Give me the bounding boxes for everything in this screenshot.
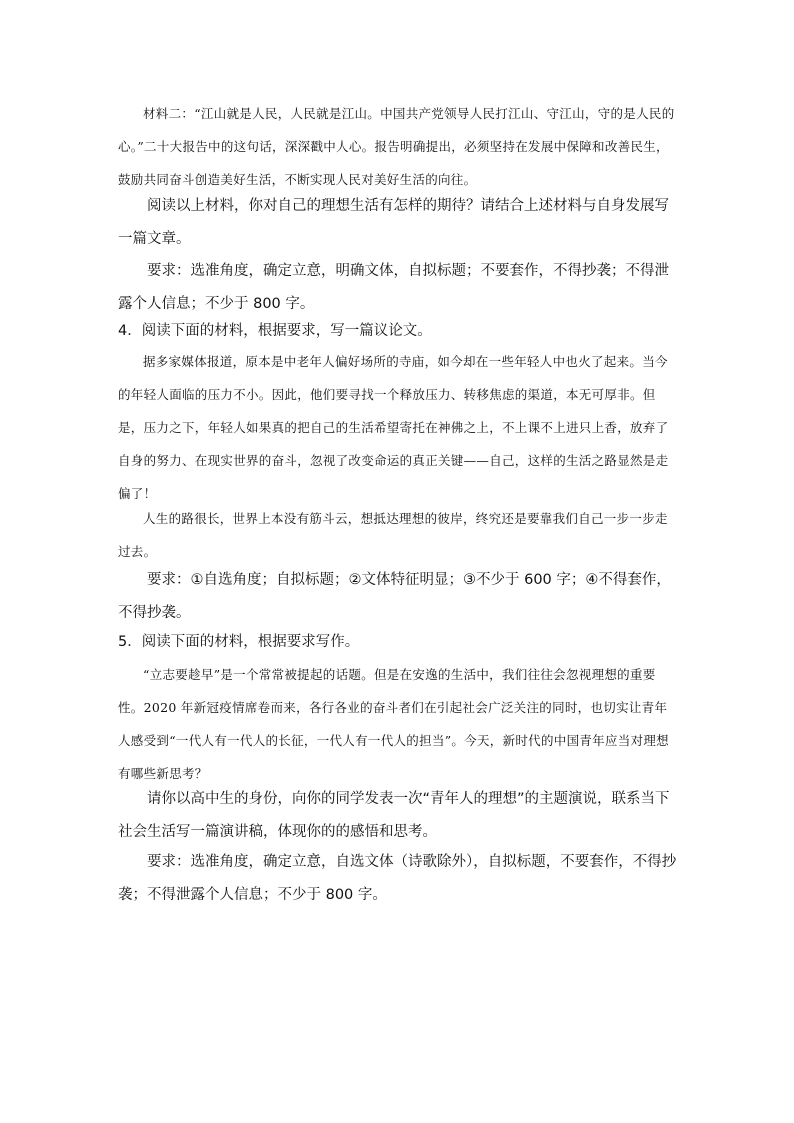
q4-requirements-paragraph: 要求：①自选角度；自拟标题；②文体特征明显；③不少于 600 字；④不得套作，不得抄袭。 <box>118 572 671 621</box>
q4-material-paragraph-1: 据多家媒体报道，原本是中老年人偏好场所的寺庙，如今却在一些年轻人中也火了起来。当今的年轻人面临的压力不小。因此，他们要寻找一个释放压力、转移焦虑的渠道，本无可厚非。但是，压力之下，年轻人如果真的把自己的生活希望寄托在神佛之上，不上课不上进只上香，放弃了自身的努力、在现实世界的奋斗，忽视了改变命运的真正关键——自己，这样的生活之路显然是走偏了！ <box>118 354 669 501</box>
q3-prompt-paragraph: 阅读以上材料，你对自己的理想生活有怎样的期待？请结合上述材料与自身发展写一篇文章。 <box>118 198 669 247</box>
q4-material-paragraph-2: 人生的路很长，世界上本没有筋斗云，想抵达理想的彼岸，终究还是要靠我们自己一步一步走过去。 <box>118 511 668 559</box>
q5-material-paragraph: “立志要趁早”是一个常常被提起的话题。但是在安逸的生活中，我们往往会忽视理想的重要性。2020 年新冠疫情席卷而来，各行各业的奋斗者们在引起社会广泛关注的同时，也切实让青年人感受到“一代人有一代人的长征，一代人有一代人的担当”。今天，新时代的中国青年应当对理想有哪些新思考？ <box>118 667 669 781</box>
q5-prompt-paragraph: 请你以高中生的身份，向你的同学发表一次“青年人的理想”的主题演说，联系当下社会生活写一篇演讲稿，体现你的的感悟和思考。 <box>118 791 670 840</box>
material-2-paragraph: 材料二：“江山就是人民，人民就是江山。中国共产党领导人民打江山、守江山，守的是人民的心。”二十大报告中的这句话，深深戳中人心。报告明确提出，必须坚持在发展中保障和改善民生，鼓励共同奋斗创造美好生活，不断实现人民对美好生活的向往。 <box>118 106 675 187</box>
q5-heading: 5．阅读下面的材料，根据要求写作。 <box>118 634 360 650</box>
q4-heading: 4．阅读下面的材料，根据要求，写一篇议论文。 <box>118 323 432 339</box>
q3-requirements-paragraph: 要求：选准角度，确定立意，明确文体，自拟标题；不要套作，不得抄袭；不得泄露个人信息；不少于 800 字。 <box>118 263 669 312</box>
q5-requirements-paragraph: 要求：选准角度，确定立意，自选文体（诗歌除外），自拟标题，不要套作，不得抄袭；不得泄露个人信息；不少于 800 字。 <box>118 854 677 903</box>
